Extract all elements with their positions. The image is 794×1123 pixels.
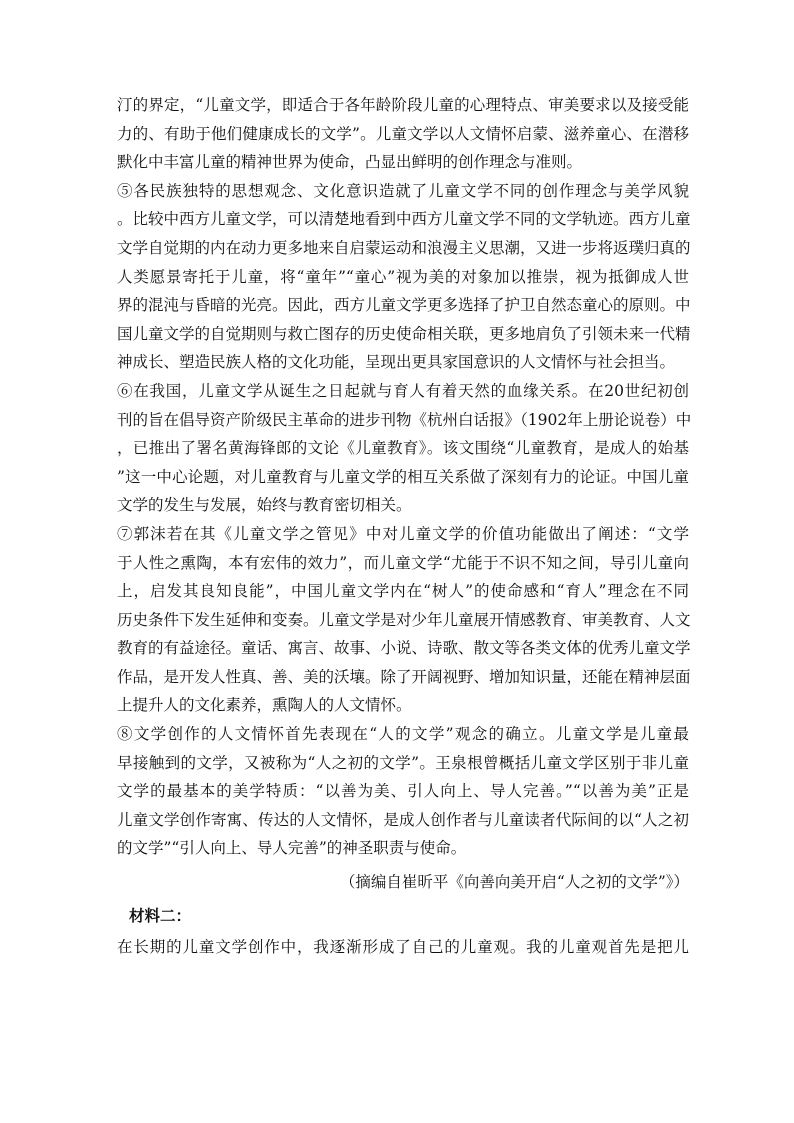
text-line: 默化中丰富儿童的精神世界为使命，凸显出鲜明的创作理念与准则。 — [117, 153, 583, 172]
text-line: ⑦郭沫若在其《儿童文学之管见》中对儿童文学的价值功能做出了阐述：“文学 — [117, 524, 689, 543]
text-line: ”这一中心论题，对儿童教育与儿童文学的相互关系做了深刻有力的论证。中国儿童 — [117, 467, 689, 486]
paragraph-7 — [117, 520, 689, 720]
text-line: 界的混沌与昏暗的光亮。因此，西方儿童文学更多选择了护卫自然态童心的原则。中 — [117, 296, 691, 315]
text-line: 文学自觉期的内在动力更多地来自启蒙运动和浪漫主义思潮，又进一步将返璞归真的 — [117, 238, 691, 257]
source-citation: （摘编自崔昕平《向善向美开启“人之初的文学”》） — [339, 873, 689, 892]
text-line: 早接触到的文学，又被称为“人之初的文学”。王泉根曾概括儿童文学区别于非儿童 — [117, 753, 689, 772]
text-line: 于人性之熏陶，本有宏伟的效力”，而儿童文学“尤能于不识不知之间，导引儿童向 — [117, 553, 689, 572]
text-line: 在长期的儿童文学创作中，我逐渐形成了自己的儿童观。我的儿童观首先是把儿 — [117, 938, 689, 957]
text-line: 神成长、塑造民族人格的文化功能，呈现出更具家国意识的人文情怀与社会担当。 — [117, 353, 676, 372]
text-line: 文学的最基本的美学特质：“以善为美、引人向上、导人完善。”“以善为美”正是 — [117, 782, 689, 801]
document-page — [117, 91, 692, 962]
text-line: 历史条件下发生延伸和变奏。儿童文学是对少年儿童展开情感教育、审美教育、人文 — [117, 610, 691, 629]
text-line: 人类愿景寄托于儿童，将“童年”“童心”视为美的对象加以推崇，视为抵御成人世 — [117, 267, 689, 286]
text-line: ，已推出了署名黄海锋郎的文论《儿童教育》。该文围绕“儿童教育，是成人的始基 — [117, 439, 689, 458]
text-line: 儿童文学创作寄寓、传达的人文情怀，是成人创作者与儿童读者代际间的以“人之初 — [117, 810, 689, 829]
text-line: 文学的发生与发展，始终与教育密切相关。 — [117, 496, 412, 515]
paragraph-continuation — [117, 91, 689, 177]
material-two-heading: 材料二： — [129, 906, 192, 926]
text-line: ⑧文学创作的人文情怀首先表现在“人的文学”观念的确立。儿童文学是儿童最 — [117, 725, 689, 744]
text-line: 。比较中西方儿童文学，可以清楚地看到中西方儿童文学不同的文学轨迹。西方儿童 — [117, 210, 691, 229]
text-line: 作品，是开发人性真、善、美的沃壤。除了开阔视野、增加知识量，还能在精神层面 — [117, 667, 691, 686]
text-line: 国儿童文学的自觉期则与救亡图存的历史使命相关联，更多地肩负了引领未来一代精 — [117, 324, 691, 343]
material-two-paragraph — [117, 933, 689, 962]
text-line: ⑤各民族独特的思想观念、文化意识造就了儿童文学不同的创作理念与美学风貌 — [117, 181, 689, 200]
paragraph-8 — [117, 720, 689, 863]
text-line: 刊的旨在倡导资产阶级民主革命的进步刊物《杭州白话报》（1902年上册论说卷）中 — [117, 410, 692, 429]
text-line: 力的、有助于他们健康成长的文学”。儿童文学以人文情怀启蒙、滋养童心、在潜移 — [117, 124, 689, 143]
text-line: 汀的界定，“儿童文学，即适合于各年龄阶段儿童的心理特点、审美要求以及接受能 — [117, 96, 689, 114]
paragraph-6 — [117, 377, 692, 520]
text-line: 的文学”“引人向上、导人完善”的神圣职责与使命。 — [117, 839, 467, 858]
text-line: ⑥在我国，儿童文学从诞生之日起就与育人有着天然的血缘关系。在20世纪初创 — [117, 381, 689, 400]
text-line: 上提升人的文化素养，熏陶人的人文情怀。 — [117, 696, 412, 715]
paragraph-5 — [117, 177, 689, 377]
text-line: 上，启发其良知良能”，中国儿童文学内在“树人”的使命感和“育人”理念在不同 — [117, 582, 689, 601]
text-line: 教育的有益途径。童话、寓言、故事、小说、诗歌、散文等各类文体的优秀儿童文学 — [117, 639, 691, 658]
